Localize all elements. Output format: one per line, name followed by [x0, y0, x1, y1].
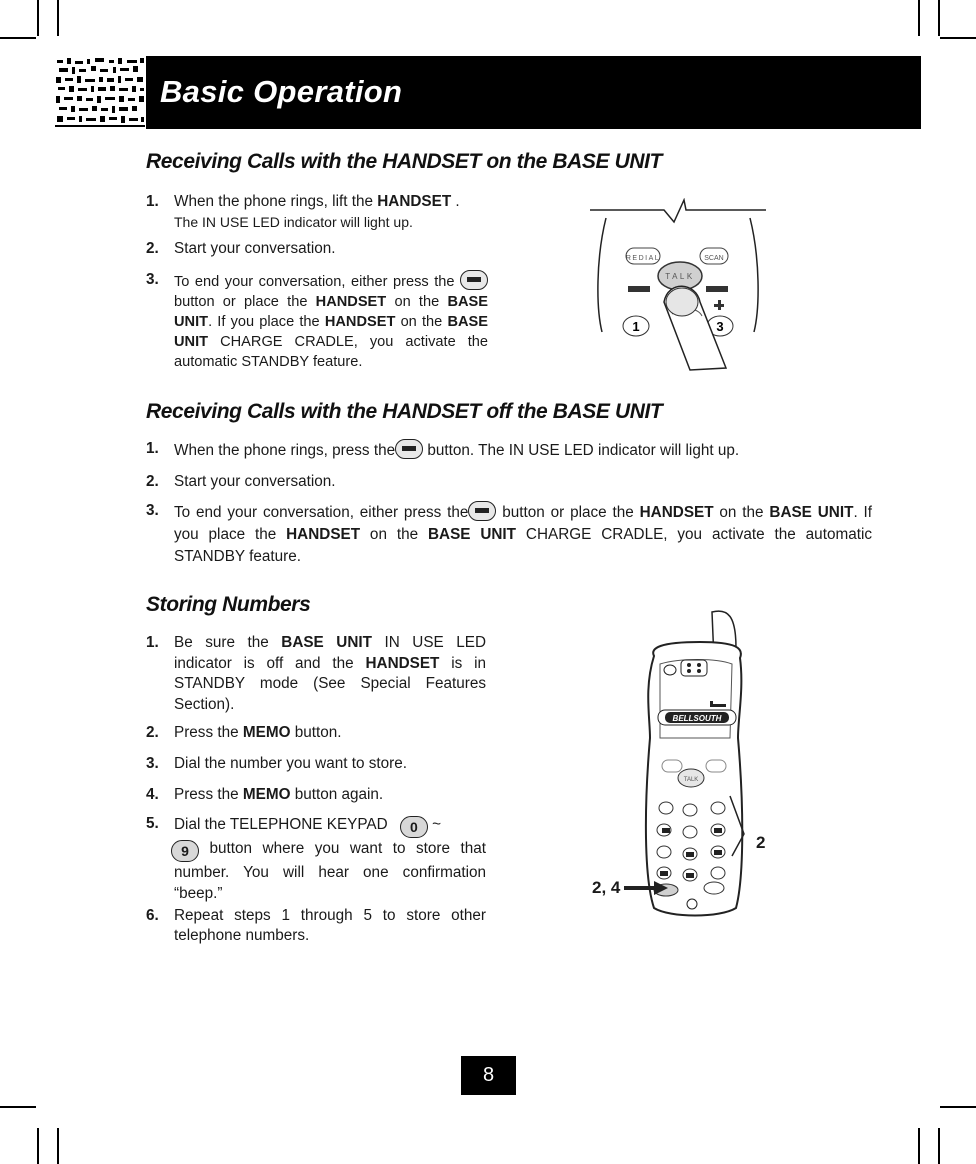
key-0-icon: 0 [400, 816, 428, 838]
key-3-label: 3 [716, 319, 724, 334]
step-bold: BASE UNIT [174, 314, 488, 350]
step-number: 3. [146, 502, 159, 519]
crop-mark [37, 1128, 39, 1164]
crop-mark [0, 1106, 36, 1108]
step-bold: MEMO [242, 786, 291, 803]
step-number: 2. [146, 473, 159, 490]
crop-mark [938, 0, 940, 36]
step-text: Press the [174, 724, 243, 741]
redial-label: REDIAL [625, 255, 661, 262]
step-text: on the [713, 504, 770, 521]
header-pattern-graphic [55, 56, 145, 129]
step-number: 1. [146, 634, 159, 651]
step-bold: HANDSET [639, 504, 714, 521]
step-number: 1. [146, 193, 159, 210]
step-text: Start your conversation. [174, 240, 336, 257]
crop-mark [940, 1106, 976, 1108]
callout-label-2: 2 [756, 833, 766, 852]
step-text: CHARGE CRADLE, you activate the automatic STANDBY feature. [174, 526, 872, 565]
step-bold: BASE UNIT [281, 634, 372, 651]
step-text: button or place the [174, 294, 316, 310]
handset-illustration [640, 608, 750, 920]
step-text: . If you place the [208, 314, 325, 330]
crop-mark [918, 0, 920, 36]
talk-button-icon [460, 270, 488, 290]
crop-mark [57, 1128, 59, 1164]
step-text: When the phone rings, press the [174, 442, 396, 459]
step-text: Repeat steps 1 through 5 to store other telephone numbers. [174, 907, 486, 944]
step-text: button again. [290, 786, 384, 803]
page-number: 8 [461, 1056, 516, 1095]
brand-logo-text: BELLSOUTH [672, 714, 722, 723]
step-text: on the [360, 526, 428, 543]
talk-key-label: TALK [683, 777, 699, 783]
crop-mark [37, 0, 39, 36]
step-text: CHARGE CRADLE, you activate the automatic STANDBY feature. [174, 334, 488, 370]
step-number: 4. [146, 786, 159, 803]
step-bold: HANDSET [324, 314, 396, 330]
step-bold: HANDSET [365, 654, 440, 672]
crop-mark [938, 1128, 940, 1164]
step-text: IN USE LED indicator is off and the [174, 634, 487, 672]
step-bold: HANDSET [315, 294, 387, 310]
step-text: Dial the number you want to store. [174, 755, 407, 772]
crop-mark [918, 1128, 920, 1164]
step-text: Dial the TELEPHONE KEYPAD [174, 816, 388, 833]
section-title-handset-off-base: Receiving Calls with the HANDSET off the BASE UNIT [146, 400, 663, 423]
step-text: button. The IN USE LED indicator will light up. [423, 442, 740, 459]
step-number: 2. [146, 724, 159, 741]
step-bold: MEMO [242, 724, 291, 741]
step-number: 2. [146, 240, 159, 257]
step-text: The IN USE LED indicator will light up. [174, 214, 413, 230]
step-text: button or place the [496, 504, 640, 521]
talk-label: TALK [665, 272, 695, 281]
step-bold: BASE UNIT [769, 504, 854, 521]
crop-mark [940, 37, 976, 39]
step-number: 1. [146, 440, 159, 457]
key-9-icon: 9 [171, 840, 199, 862]
step-number: 6. [146, 907, 159, 924]
step-text: ~ [432, 816, 442, 833]
step-text: To end your conversation, either press the [174, 274, 455, 290]
step-text: . [451, 193, 460, 210]
step-text: When the phone rings, lift the [174, 193, 378, 210]
step-text: button where you want to store that number. You will hear one confirmation “beep.” [174, 840, 486, 902]
step-number: 3. [146, 271, 159, 288]
step-text: Start your conversation. [174, 473, 336, 490]
step-number: 5. [146, 815, 159, 832]
section-title-handset-on-base: Receiving Calls with the HANDSET on the BASE UNIT [146, 150, 662, 173]
talk-button-icon [468, 501, 496, 521]
step-text: Press the [174, 786, 243, 803]
step-text: . If you place the [174, 504, 873, 543]
step-text: button. [290, 724, 342, 741]
key-1-label: 1 [632, 319, 640, 334]
callout-arrow [624, 880, 668, 896]
crop-mark [57, 0, 59, 36]
handset-keypad-illustration [588, 198, 770, 372]
step-text: on the [386, 294, 448, 310]
step-text: is in STANDBY mode (See Special Features Section). [174, 654, 486, 713]
step-bold: BASE UNIT [174, 294, 488, 330]
step-bold: BASE UNIT [427, 526, 517, 543]
talk-button-icon [395, 439, 423, 459]
callout-label-2-4: 2, 4 [592, 878, 621, 897]
step-bold: HANDSET [286, 526, 361, 543]
crop-mark [0, 37, 36, 39]
step-text: Be sure the [174, 634, 282, 651]
section-title-storing-numbers: Storing Numbers [146, 593, 311, 616]
scan-label: SCAN [704, 255, 724, 262]
step-number: 3. [146, 755, 159, 772]
page-title: Basic Operation [160, 74, 403, 109]
step-text: To end your conversation, either press the [174, 504, 469, 521]
step-text: on the [395, 314, 448, 330]
step-bold-handset: HANDSET [377, 193, 452, 210]
